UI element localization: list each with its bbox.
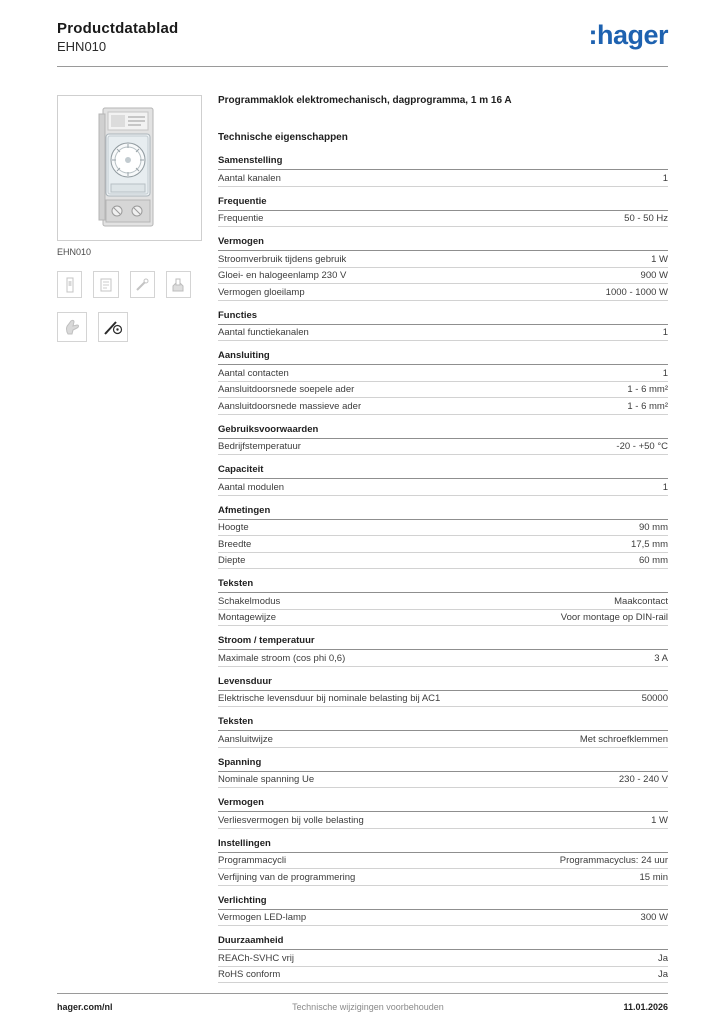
spec-section [218,676,668,708]
product-image-caption: EHN010 [57,247,92,257]
spec-value: 1 W [651,814,668,826]
footer-website-link[interactable]: hager.com/nl [57,1002,113,1012]
section-rows [218,365,668,415]
section-rows [218,772,668,789]
spec-row [218,853,668,870]
screwdriver-icon [130,271,155,298]
main-content [57,95,668,992]
section-rows [218,650,668,667]
section-rows [218,520,668,570]
datasheet-page [57,0,668,1024]
section-title: Spanning [218,757,668,772]
spec-label: Aansluitdoorsnede soepele ader [218,384,355,395]
footer-divider [57,993,668,994]
spec-row [218,553,668,570]
spec-label: Elektrische levensduur bij nominale belasting bij AC1 [218,693,441,704]
spec-row [218,398,668,415]
spec-row [218,284,668,301]
spec-value: 90 mm [638,522,668,533]
section-rows [218,325,668,342]
footer [57,993,668,1012]
spec-section [218,935,668,983]
product-title: Programmaklok elektromechanisch, dagprogramma, 1 m 16 A [218,95,512,106]
section-title: Aansluiting [218,350,668,365]
feature-icons-row-2 [57,312,202,342]
feature-icons-row-1 [57,271,202,298]
spec-label: Programmacycli [218,855,287,866]
section-rows [218,251,668,301]
specs-heading: Technische eigenschappen [218,132,348,143]
spec-sections [218,155,668,983]
spec-value: 50 - 50 Hz [624,213,668,224]
spec-value: 1 [662,327,668,338]
spec-row [218,772,668,789]
section-rows [218,910,668,927]
section-rows [218,950,668,983]
spec-value: 1 [662,172,668,184]
spec-value: 900 W [640,270,668,281]
spec-label: Vermogen LED-lamp [218,912,307,923]
spec-section [218,350,668,415]
section-rows [218,170,668,187]
header-divider [57,66,668,67]
spec-section [218,797,668,829]
spec-row [218,365,668,382]
section-rows [218,479,668,496]
spec-row [218,691,668,708]
section-title: Samenstelling [218,155,668,170]
spec-label: Gloei- en halogeenlamp 230 V [218,270,347,281]
spec-row [218,520,668,537]
spec-row [218,812,668,829]
product-image [57,95,202,241]
spec-label: RoHS conform [218,969,281,980]
hager-logo: :hager [588,20,668,50]
spec-label: Aantal modulen [218,481,285,493]
spec-row [218,170,668,187]
section-title: Instellingen [218,838,668,853]
spec-label: Stroomverbruik tijdens gebruik [218,253,347,265]
spec-section [218,464,668,496]
footer-date: 11.01.2026 [623,1002,668,1012]
timer-device-illustration [75,104,185,232]
manual-icon [93,271,118,298]
spec-label: Frequentie [218,213,264,224]
spec-section [218,196,668,228]
section-title: Afmetingen [218,505,668,520]
spec-value: 300 W [640,912,668,923]
spec-label: Schakelmodus [218,595,281,607]
spec-label: Vermogen gloeilamp [218,286,305,298]
spec-row [218,479,668,496]
spec-label: Aansluitdoorsnede massieve ader [218,400,362,412]
spec-label: Aansluitwijze [218,733,273,745]
spec-row [218,251,668,268]
spec-value: 1 W [651,253,668,265]
spec-label: Verliesvermogen bij volle belasting [218,814,364,826]
spec-section [218,757,668,789]
spec-row [218,869,668,886]
spec-row [218,967,668,984]
spec-row [218,650,668,667]
section-title: Functies [218,310,668,325]
spec-value: Voor montage op DIN-rail [560,612,668,623]
spec-section [218,505,668,570]
spec-value: 1 [662,481,668,493]
spec-row [218,536,668,553]
spec-row [218,325,668,342]
spec-label: Maximale stroom (cos phi 0,6) [218,652,346,664]
spec-value: 1 - 6 mm² [627,384,668,395]
section-title: Frequentie [218,196,668,211]
section-rows [218,211,668,228]
module-icon [57,271,82,298]
hand-flyer-icon [166,271,191,298]
spec-section [218,716,668,748]
spec-label: REACh-SVHC vrij [218,952,295,964]
spec-value: 17,5 mm [631,538,668,550]
spec-row [218,382,668,399]
spec-row [218,610,668,627]
spec-value: 60 mm [638,555,668,566]
footer-row [57,1002,668,1012]
section-title: Capaciteit [218,464,668,479]
spec-label: Verfijning van de programmering [218,871,356,883]
spec-value: 230 - 240 V [618,774,668,785]
spec-value: 1000 - 1000 W [605,286,668,298]
spec-row [218,439,668,456]
section-rows [218,853,668,886]
spec-row [218,950,668,967]
spec-section [218,895,668,927]
section-rows [218,439,668,456]
spec-section [218,424,668,456]
right-column [218,95,668,992]
spec-row [218,268,668,285]
spec-value: 1 [662,367,668,379]
section-rows [218,593,668,626]
spec-value: 15 min [639,871,668,883]
spec-label: Breedte [218,538,252,550]
wiring-pencil-icon [98,312,128,342]
page-title: Productdatablad [57,20,179,37]
spec-section [218,635,668,667]
spec-section [218,236,668,301]
section-title: Levensduur [218,676,668,691]
spec-label: Aantal contacten [218,367,289,379]
spec-label: Hoogte [218,522,249,533]
spec-section [218,578,668,626]
spec-value: -20 - +50 °C [616,441,668,452]
spec-value: Met schroefklemmen [579,733,668,745]
spec-label: Aantal kanalen [218,172,281,184]
spec-row [218,211,668,228]
spec-row [218,910,668,927]
left-column [57,95,202,992]
section-rows [218,691,668,708]
spec-section [218,155,668,187]
spec-value: Ja [657,969,668,980]
section-rows [218,731,668,748]
spec-label: Montagewijze [218,612,277,623]
section-rows [218,812,668,829]
spec-row [218,731,668,748]
spec-section [218,310,668,342]
spec-value: 3 A [654,652,668,664]
section-title: Vermogen [218,236,668,251]
spec-row [218,593,668,610]
spec-value: Programmacyclus: 24 uur [559,855,668,866]
product-reference: EHN010 [57,39,107,54]
spec-value: 1 - 6 mm² [627,400,668,412]
section-title: Stroom / temperatuur [218,635,668,650]
section-title: Verlichting [218,895,668,910]
section-title: Duurzaamheid [218,935,668,950]
section-title: Teksten [218,716,668,731]
header [57,0,668,54]
section-title: Vermogen [218,797,668,812]
spec-label: Diepte [218,555,246,566]
spec-value: 50000 [641,693,668,704]
spec-label: Aantal functiekanalen [218,327,309,338]
section-title: Gebruiksvoorwaarden [218,424,668,439]
glove-icon [57,312,87,342]
spec-section [218,838,668,886]
spec-label: Bedrijfstemperatuur [218,441,301,452]
spec-value: Maakcontact [614,595,668,607]
section-title: Teksten [218,578,668,593]
spec-label: Nominale spanning Ue [218,774,315,785]
footer-disclaimer: Technische wijzigingen voorbehouden [292,1002,444,1012]
spec-value: Ja [657,952,668,964]
